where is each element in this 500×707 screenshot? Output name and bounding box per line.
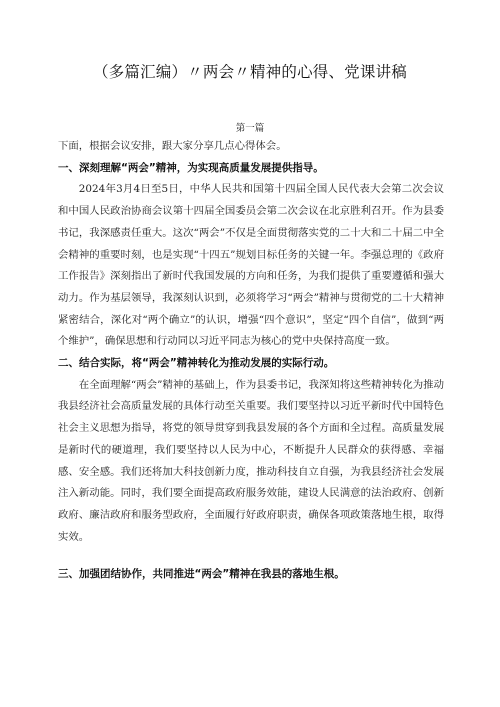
body-paragraph-2: 在全面理解“两会”精神的基础上，作为县委书记，我深知将这些精神转化为推动我县经济社会高质量发展的具体行动至关重要。我们要坚持以习近平新时代中国特色社会主义思想为指导，将党的领导贯穿到我县发展的各个方面和全过程。高质量发展是新时代的硬道理，我们要坚持以人民为中心，不断提升人民群众的获得感、幸福感、安全感。我们还将加大科技创新力度，推动科技自立自强，为我县经济社会发展注入新动能。同时，我们要全面提高政府服务效能，建设人民满意的法治政府、创新政府、廉洁政府和服务型政府，全面履行好政府职责，确保各项政策落地生根，取得实效。: [58, 378, 444, 543]
section-heading-1: 一、深刻理解“两会”精神，为实现高质量发展提供指导。: [58, 161, 324, 174]
document-title: （多篇汇编）〃两会〃精神的心得、党课讲稿: [92, 63, 407, 81]
body-paragraph-1: 2024年3月4日至5日，中华人民共和国第十四届全国人民代表大会第二次会议和中国人民政治协商会议第十四届全国委员会第二次会议在北京胜利召开。作为县委书记，我深感责任重大。这次“两会”不仅是全面贯彻落实党的二十大和二十届二中全会精神的重要时刻，也是实现“十四五”规划目标任务的关键一年。李强总理的《政府工作报告》深刻指出了新时代我国发展的方向和任务，为我们提供了重要遵循和强大动力。作为基层领导，我深刻认识到，必须将学习“两会”精神与贯彻党的二十大精神紧密结合，深化对“两个确立”的认识，增强“四个意识”，坚定“四个自信”，做到“两个维护”，确保思想和行动同以习近平同志为核心的党中央保持高度一致。: [58, 183, 444, 348]
section-heading-2: 二、结合实际，将“两会”精神转化为推动发展的实际行动。: [58, 357, 335, 370]
intro-paragraph: 下面，根据会议安排，跟大家分享几点心得体会。: [58, 140, 287, 152]
document-body: [58, 136, 444, 586]
paragraph-spacer: [58, 548, 444, 564]
section-heading-3: 三、加强团结协作，共同推进“两会”精神在我县的落地生根。: [58, 568, 345, 581]
section-label: 第一篇: [235, 123, 265, 134]
